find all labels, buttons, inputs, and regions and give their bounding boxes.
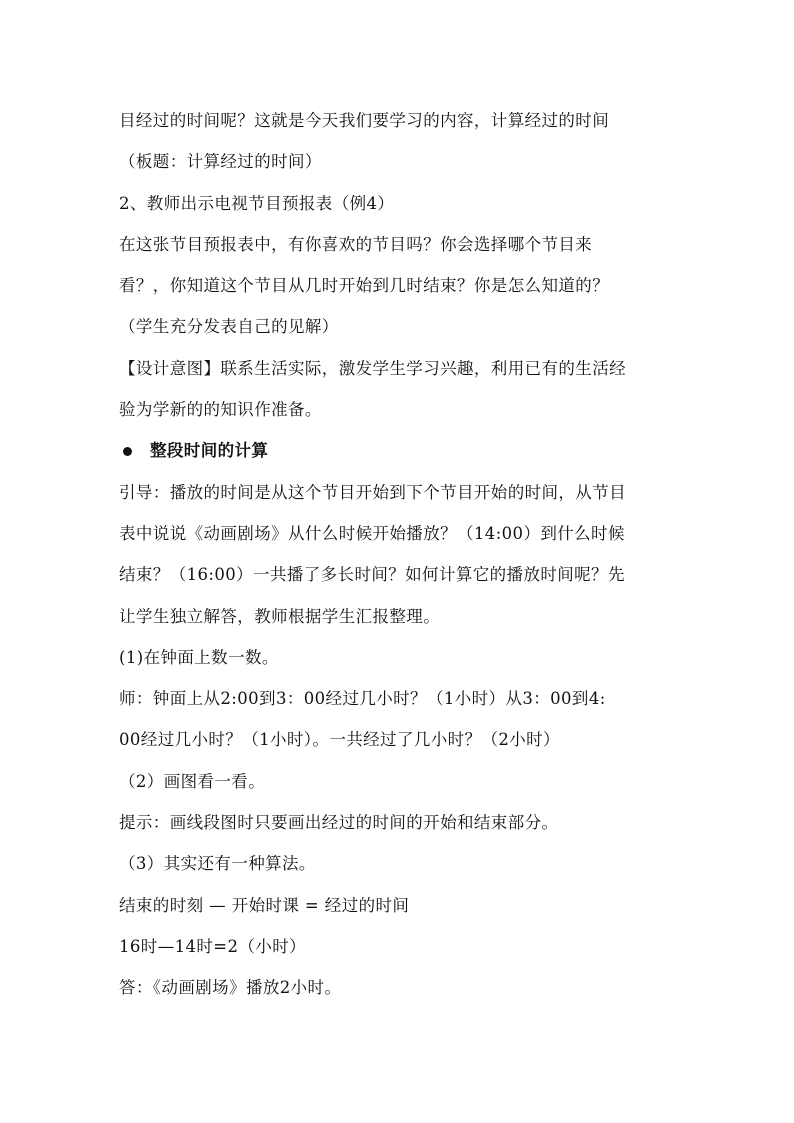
text-line: （板题：计算经过的时间）: [119, 152, 322, 172]
text-line: 答：《动画剧场》播放2小时。: [119, 978, 342, 998]
text-line: 结束？（16:00）一共播了多长时间？如何计算它的播放时间呢？先: [119, 565, 625, 585]
bullet-icon: [123, 447, 132, 456]
text-line: 结束的时刻 — 开始时课 = 经过的时间: [119, 895, 410, 915]
text-line: （学生充分发表自己的见解）: [119, 317, 339, 337]
text-line: 00经过几小时？（1小时）。一共经过了几小时？（2小时）: [119, 730, 560, 750]
text-line: （2）画图看一看。: [119, 771, 266, 791]
text-line: 表中说说《动画剧场》从什么时候开始播放？（14:00）到什么时候: [119, 523, 625, 543]
document-body: [119, 100, 679, 1009]
text-line: 验为学新的的知识作准备。: [119, 400, 322, 420]
text-line: 提示：画线段图时只要画出经过的时间的开始和结束部分。: [119, 813, 559, 833]
text-line: 看？，你知道这个节目从几时开始到几时结束？你是怎么知道的？: [119, 276, 610, 296]
text-line: 2、教师出示电视节目预报表（例4）: [119, 193, 395, 213]
text-line: 目经过的时间呢？这就是今天我们要学习的内容，计算经过的时间: [119, 111, 610, 130]
section-heading-text: 整段时间的计算: [150, 441, 269, 461]
text-line: 在这张节目预报表中，有你喜欢的节目吗？你会选择哪个节目来: [119, 234, 593, 254]
text-line: 让学生独立解答，教师根据学生汇报整理。: [119, 606, 441, 626]
text-line: 引导：播放的时间是从这个节目开始到下个节目开始的时间，从节目: [119, 482, 626, 502]
text-line: 【设计意图】联系生活实际，激发学生学习兴趣，利用已有的生活经: [119, 358, 626, 378]
text-line: 16时—14时=2（小时）: [119, 936, 307, 956]
text-line: （3）其实还有一种算法。: [119, 854, 316, 874]
section-heading: [119, 430, 679, 471]
text-line: 师：钟面上从2:00到3：00经过几小时？（1小时）从3：00到4:: [119, 689, 606, 709]
text-line: (1)在钟面上数一数。: [119, 647, 279, 667]
